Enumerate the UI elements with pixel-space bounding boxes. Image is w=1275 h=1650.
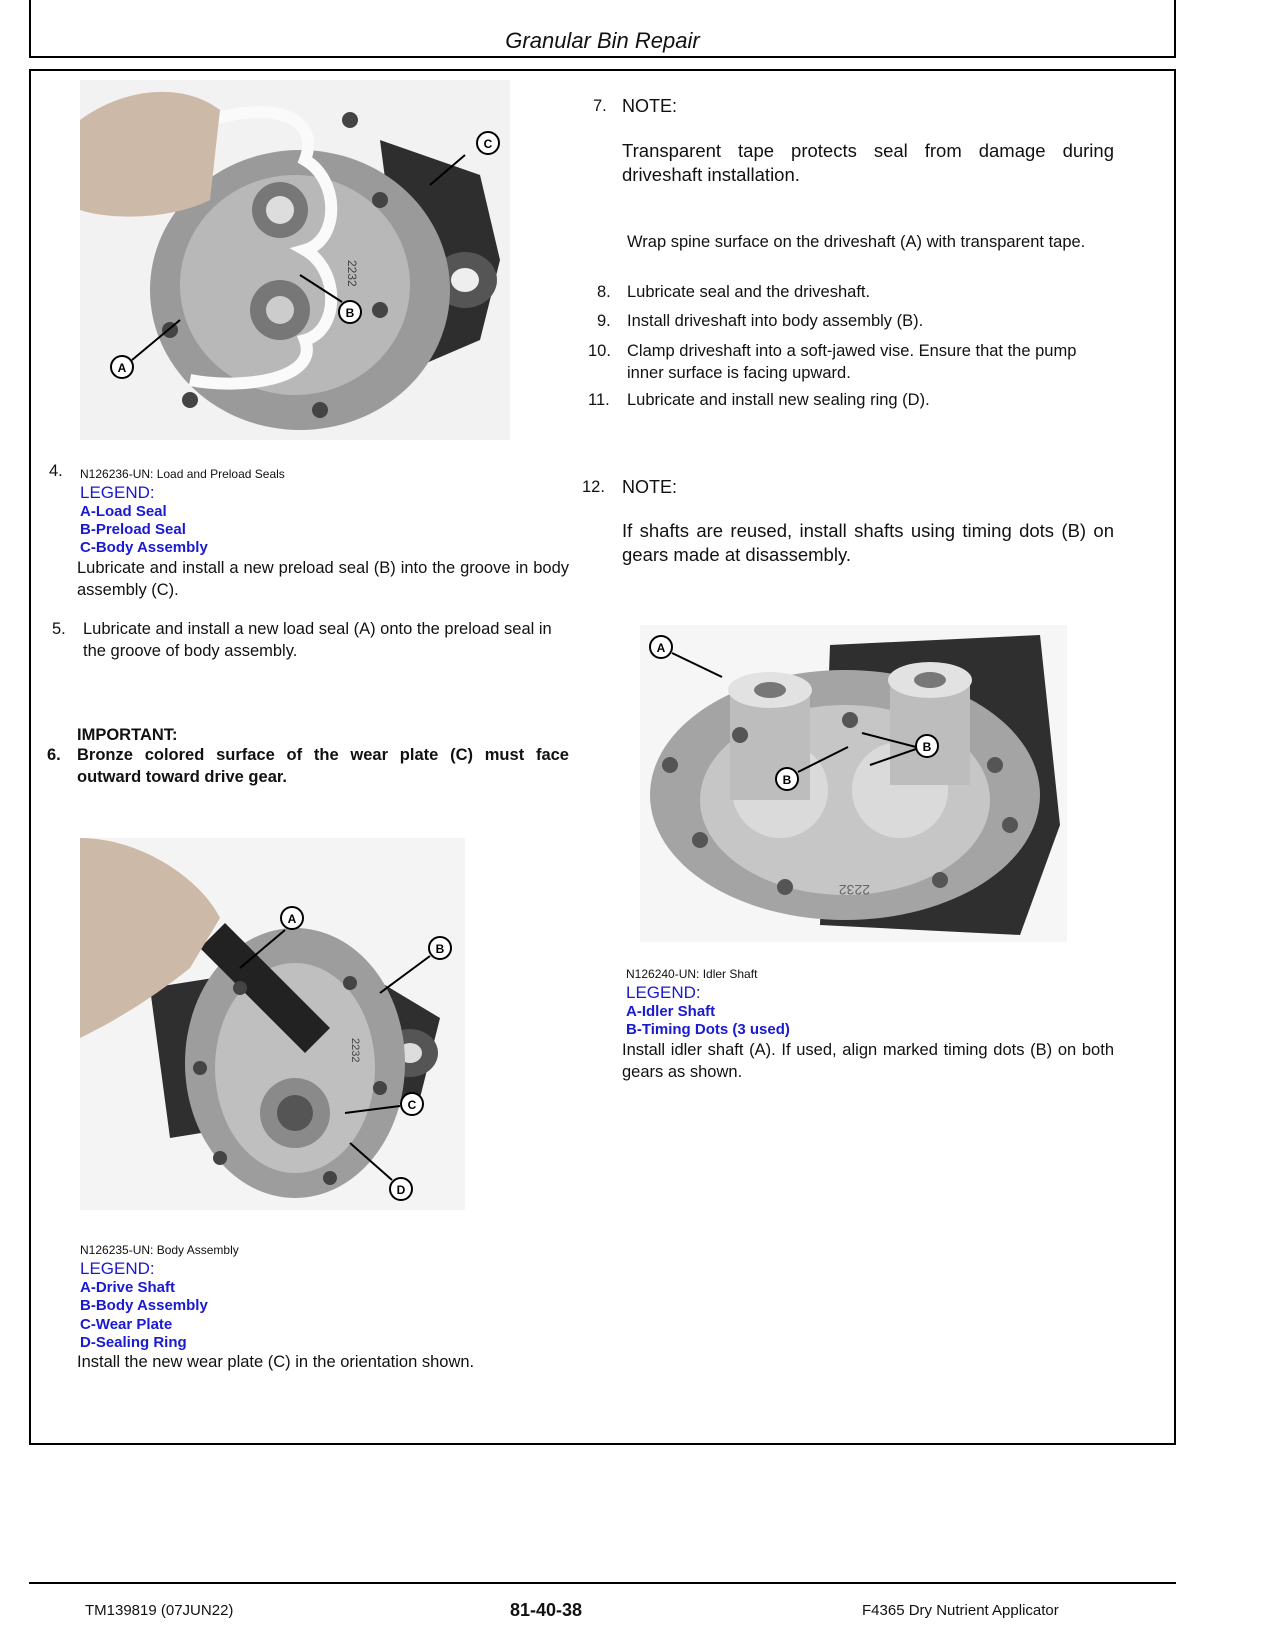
step-12-number: 12. (582, 478, 605, 496)
figure-body-assembly (80, 838, 465, 1210)
note-heading: NOTE: (622, 477, 678, 497)
step-7-text: Wrap spine surface on the driveshaft (A) with transparent tape. (627, 233, 1086, 251)
legend-item: B-Body Assembly (80, 1297, 208, 1314)
callout-c: C (483, 137, 493, 151)
step-10-text: Clamp driveshaft into a soft-jawed vise. Ensure that the pump inner surface is facing upward. (627, 342, 1077, 382)
footer-rule (29, 1582, 1176, 1584)
part-stamp: 2232 (349, 1038, 361, 1063)
callout-b: B (922, 740, 932, 754)
figure-body-assembly-svg (80, 838, 465, 1210)
callout-b: B (345, 306, 355, 320)
legend-heading: LEGEND: (626, 983, 701, 1002)
legend-item: A-Idler Shaft (626, 1003, 716, 1020)
step-6-text: Bronze colored surface of the wear plate (C) must face outward toward drive gear. (77, 746, 569, 786)
callout-c: C (407, 1098, 417, 1112)
figure-1-id-caption: N126236-UN: Load and Preload Seals (80, 467, 285, 481)
legend-heading: LEGEND: (80, 483, 155, 502)
legend-item: D-Sealing Ring (80, 1334, 187, 1351)
note-text: If shafts are reused, install shafts using timing dots (B) on gears made at disassembly. (622, 520, 1114, 565)
step-5-number: 5. (52, 620, 66, 638)
step-4-text: Lubricate and install a new preload seal (B) into the groove in body assembly (C). (77, 559, 569, 599)
footer-product: F4365 Dry Nutrient Applicator (862, 1602, 1059, 1619)
figure-2-id-caption: N126235-UN: Body Assembly (80, 1243, 239, 1257)
callout-b: B (435, 942, 445, 956)
callout-d: D (396, 1183, 406, 1197)
step-8-number: 8. (597, 283, 611, 301)
figure-3-instruction: Install idler shaft (A). If used, align marked timing dots (B) on both gears as shown. (622, 1041, 1114, 1081)
step-9-text: Install driveshaft into body assembly (B). (627, 312, 924, 330)
header-box (29, 0, 1176, 58)
step-7-number: 7. (593, 97, 607, 115)
step-4-number: 4. (49, 462, 63, 480)
callout-a: A (656, 641, 666, 655)
footer-page-number: 81-40-38 (510, 1600, 583, 1620)
legend-item: C-Wear Plate (80, 1316, 173, 1333)
note-text: Transparent tape protects seal from damage during driveshaft installation. (622, 140, 1114, 185)
legend-item: B-Preload Seal (80, 521, 186, 538)
note-heading: NOTE: (622, 96, 678, 116)
important-label: IMPORTANT: (77, 726, 178, 744)
callout-a: A (117, 361, 127, 375)
legend-heading: LEGEND: (80, 1259, 155, 1278)
part-stamp: 2232 (838, 882, 870, 898)
figure-3-id-caption: N126240-UN: Idler Shaft (626, 967, 758, 981)
figure-2-instruction: Install the new wear plate (C) in the orientation shown. (77, 1353, 475, 1371)
page-title: Granular Bin Repair (505, 28, 700, 53)
step-11-text: Lubricate and install new sealing ring (D). (627, 391, 930, 409)
figure-idler-shaft (640, 625, 1067, 942)
step-9-number: 9. (597, 312, 611, 330)
legend-item: A-Load Seal (80, 503, 167, 520)
figure-idler-shaft-svg (640, 625, 1067, 942)
step-5-text: Lubricate and install a new load seal (A) onto the preload seal in the groove of body assembly. (83, 620, 552, 660)
part-stamp: 2232 (345, 260, 359, 287)
figure-load-preload-seals (80, 80, 510, 440)
step-6-number: 6. (47, 746, 61, 764)
footer-doc-id: TM139819 (07JUN22) (85, 1602, 234, 1619)
callout-a: A (287, 912, 297, 926)
step-10-number: 10. (588, 342, 611, 360)
step-8-text: Lubricate seal and the driveshaft. (627, 283, 871, 301)
legend-item: A-Drive Shaft (80, 1279, 176, 1296)
legend-item: C-Body Assembly (80, 539, 208, 556)
step-11-number: 11. (588, 391, 610, 409)
figure-load-preload-seals-svg (80, 80, 510, 440)
callout-b: B (782, 773, 792, 787)
legend-item: B-Timing Dots (3 used) (626, 1021, 790, 1038)
